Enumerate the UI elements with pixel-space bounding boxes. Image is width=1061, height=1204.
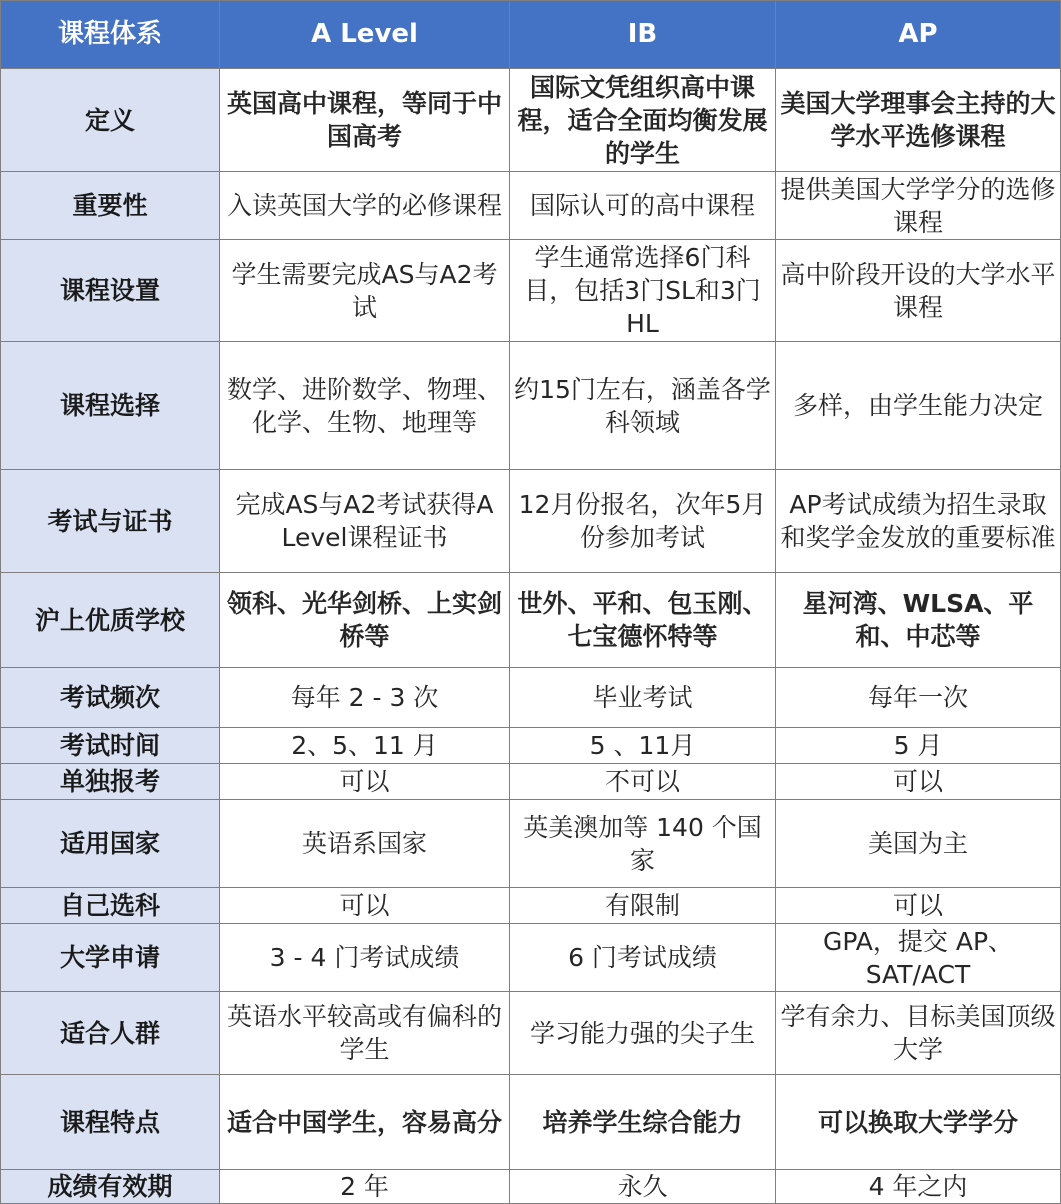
row-course-setup [1, 240, 1061, 342]
cell-alevel: 领科、光华剑桥、上实剑桥等 [220, 573, 510, 668]
row-label: 课程设置 [1, 240, 220, 342]
cell-ap: 星河湾、WLSA、平和、中芯等 [776, 573, 1061, 668]
row-label: 沪上优质学校 [1, 573, 220, 668]
cell-ib: 学生通常选择6门科目，包括3门SL和3门HL [510, 240, 776, 342]
header-ap: AP [776, 1, 1061, 69]
cell-alevel: 学生需要完成AS与A2考试 [220, 240, 510, 342]
row-course-features [1, 1075, 1061, 1170]
cell-alevel: 可以 [220, 888, 510, 924]
row-definition [1, 69, 1061, 172]
row-label: 单独报考 [1, 764, 220, 800]
cell-alevel: 3 - 4 门考试成绩 [220, 924, 510, 992]
cell-ib: 12月份报名，次年5月份参加考试 [510, 470, 776, 573]
row-label: 考试时间 [1, 728, 220, 764]
cell-ap: 可以 [776, 888, 1061, 924]
row-exam-frequency [1, 668, 1061, 728]
cell-ap: AP考试成绩为招生录取和奖学金发放的重要标准 [776, 470, 1061, 573]
cell-ap: 可以 [776, 764, 1061, 800]
row-target-audience [1, 992, 1061, 1075]
row-label: 重要性 [1, 172, 220, 240]
cell-ap: 5 月 [776, 728, 1061, 764]
row-university-application [1, 924, 1061, 992]
cell-ib: 学习能力强的尖子生 [510, 992, 776, 1075]
header-ib: IB [510, 1, 776, 69]
row-score-validity [1, 1170, 1061, 1204]
cell-alevel: 适合中国学生，容易高分 [220, 1075, 510, 1170]
cell-ap: 4 年之内 [776, 1170, 1061, 1204]
cell-ib: 国际文凭组织高中课程，适合全面均衡发展的学生 [510, 69, 776, 172]
cell-ap: 高中阶段开设的大学水平课程 [776, 240, 1061, 342]
header-alevel: A Level [220, 1, 510, 69]
cell-ib: 英美澳加等 140 个国家 [510, 800, 776, 888]
row-label: 考试与证书 [1, 470, 220, 573]
header-row [1, 1, 1061, 69]
row-applicable-countries [1, 800, 1061, 888]
cell-alevel: 完成AS与A2考试获得A Level课程证书 [220, 470, 510, 573]
cell-ap: 提供美国大学学分的选修课程 [776, 172, 1061, 240]
row-exam-certificate [1, 470, 1061, 573]
cell-ib: 不可以 [510, 764, 776, 800]
row-subject-choice [1, 888, 1061, 924]
row-shanghai-schools [1, 573, 1061, 668]
row-label: 定义 [1, 69, 220, 172]
cell-ib: 5 、11月 [510, 728, 776, 764]
cell-ap: 学有余力、目标美国顶级大学 [776, 992, 1061, 1075]
row-label: 大学申请 [1, 924, 220, 992]
row-course-selection [1, 342, 1061, 470]
cell-ap: 可以换取大学学分 [776, 1075, 1061, 1170]
cell-alevel: 英国高中课程，等同于中国高考 [220, 69, 510, 172]
cell-ib: 国际认可的高中课程 [510, 172, 776, 240]
cell-ib: 培养学生综合能力 [510, 1075, 776, 1170]
row-label: 考试频次 [1, 668, 220, 728]
row-importance [1, 172, 1061, 240]
cell-ib: 世外、平和、包玉刚、七宝德怀特等 [510, 573, 776, 668]
cell-ap: GPA，提交 AP、SAT/ACT [776, 924, 1061, 992]
cell-alevel: 入读英国大学的必修课程 [220, 172, 510, 240]
header-system: 课程体系 [1, 1, 220, 69]
cell-ap: 每年一次 [776, 668, 1061, 728]
row-label: 课程特点 [1, 1075, 220, 1170]
cell-ap: 多样，由学生能力决定 [776, 342, 1061, 470]
cell-alevel: 可以 [220, 764, 510, 800]
row-exam-time [1, 728, 1061, 764]
row-label: 自己选科 [1, 888, 220, 924]
cell-alevel: 数学、进阶数学、物理、化学、生物、地理等 [220, 342, 510, 470]
cell-alevel: 英语水平较高或有偏科的学生 [220, 992, 510, 1075]
cell-ib: 约15门左右，涵盖各学科领域 [510, 342, 776, 470]
cell-ap: 美国大学理事会主持的大学水平选修课程 [776, 69, 1061, 172]
cell-ib: 6 门考试成绩 [510, 924, 776, 992]
row-label: 适合人群 [1, 992, 220, 1075]
row-label: 适用国家 [1, 800, 220, 888]
row-label: 成绩有效期 [1, 1170, 220, 1204]
cell-ib: 有限制 [510, 888, 776, 924]
cell-alevel: 每年 2 - 3 次 [220, 668, 510, 728]
cell-alevel: 英语系国家 [220, 800, 510, 888]
cell-ib: 永久 [510, 1170, 776, 1204]
cell-ap: 美国为主 [776, 800, 1061, 888]
row-label: 课程选择 [1, 342, 220, 470]
row-separate-registration [1, 764, 1061, 800]
cell-alevel: 2、5、11 月 [220, 728, 510, 764]
cell-alevel: 2 年 [220, 1170, 510, 1204]
cell-ib: 毕业考试 [510, 668, 776, 728]
